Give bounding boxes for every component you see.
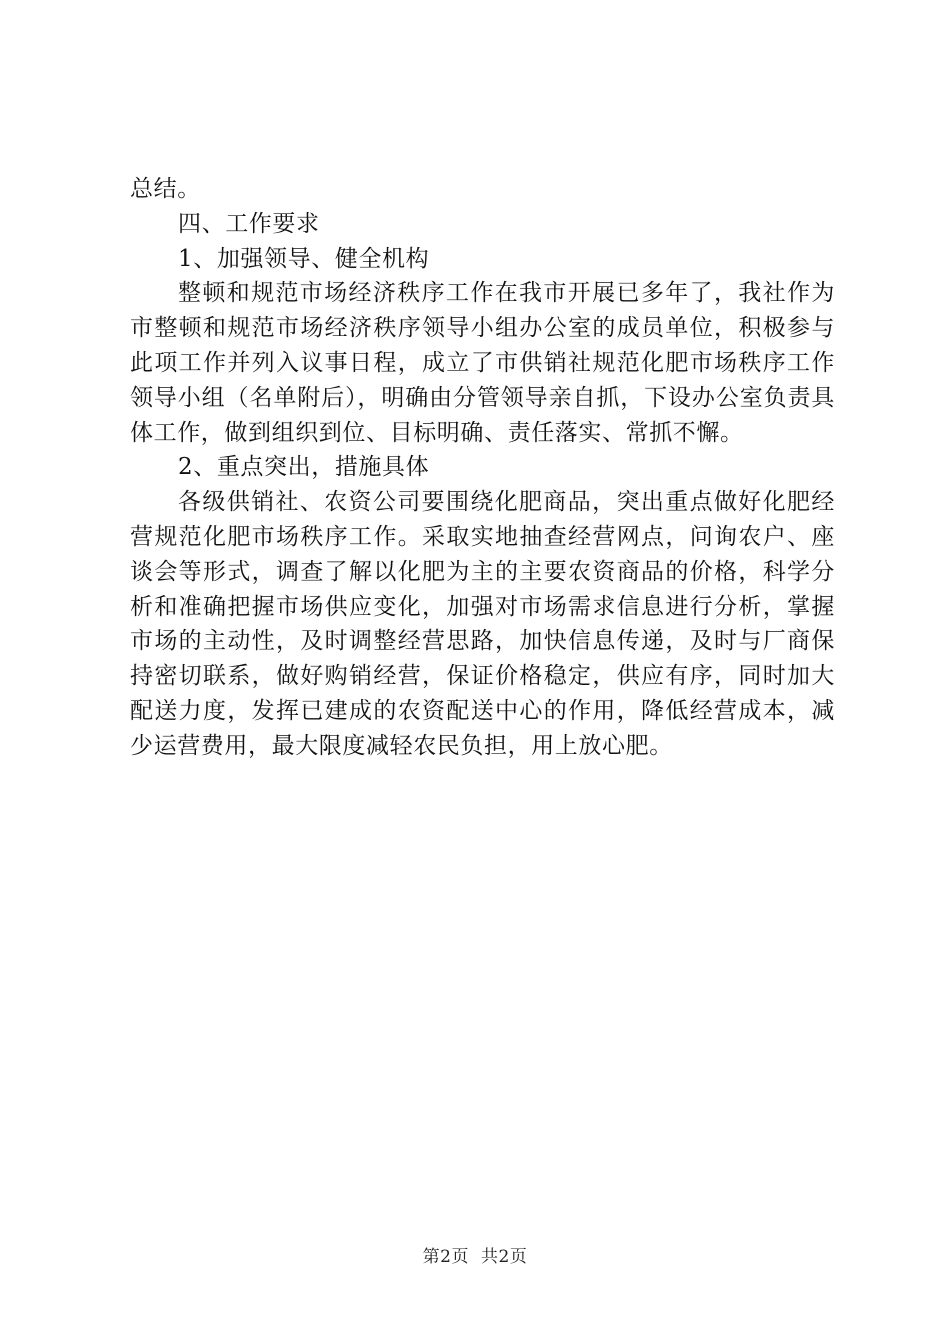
item1-paragraph: 整顿和规范市场经济秩序工作在我市开展已多年了，我社作为市整顿和规范市场经济秩序领导小组办公室的成员单位，积极参与此项工作并列入议事日程，成立了市供销社规范化肥市场秩序工作领导小组（名单附后），明确由分管领导亲自抓，下设办公室负责具体工作，做到组织到位、目标明确、责任落实、常抓不懈。: [130, 280, 835, 446]
section-heading: 四、工作要求: [178, 210, 320, 237]
item1-heading: 1、加强领导、健全机构: [178, 245, 430, 272]
item2-heading: 2、重点突出，措施具体: [178, 454, 430, 481]
document-body: [130, 172, 835, 764]
page-number: 第2页: [422, 1247, 469, 1267]
item2-paragraph: 各级供销社、农资公司要围绕化肥商品，突出重点做好化肥经营规范化肥市场秩序工作。采取实地抽查经营网点，问询农户、座谈会等形式，调查了解以化肥为主的主要农资商品的价格，科学分析和准确把握市场供应变化，加强对市场需求信息进行分析，掌握市场的主动性，及时调整经营思路，加快信息传递，及时与厂商保持密切联系，做好购销经营，保证价格稳定，供应有序，同时加大配送力度，发挥已建成的农资配送中心的作用，降低经营成本，减少运营费用，最大限度减轻农民负担，用上放心肥。: [130, 489, 835, 759]
continued-text: 总结。: [130, 176, 201, 202]
page-total: 共2页: [481, 1247, 528, 1267]
page-footer: [0, 1242, 950, 1267]
